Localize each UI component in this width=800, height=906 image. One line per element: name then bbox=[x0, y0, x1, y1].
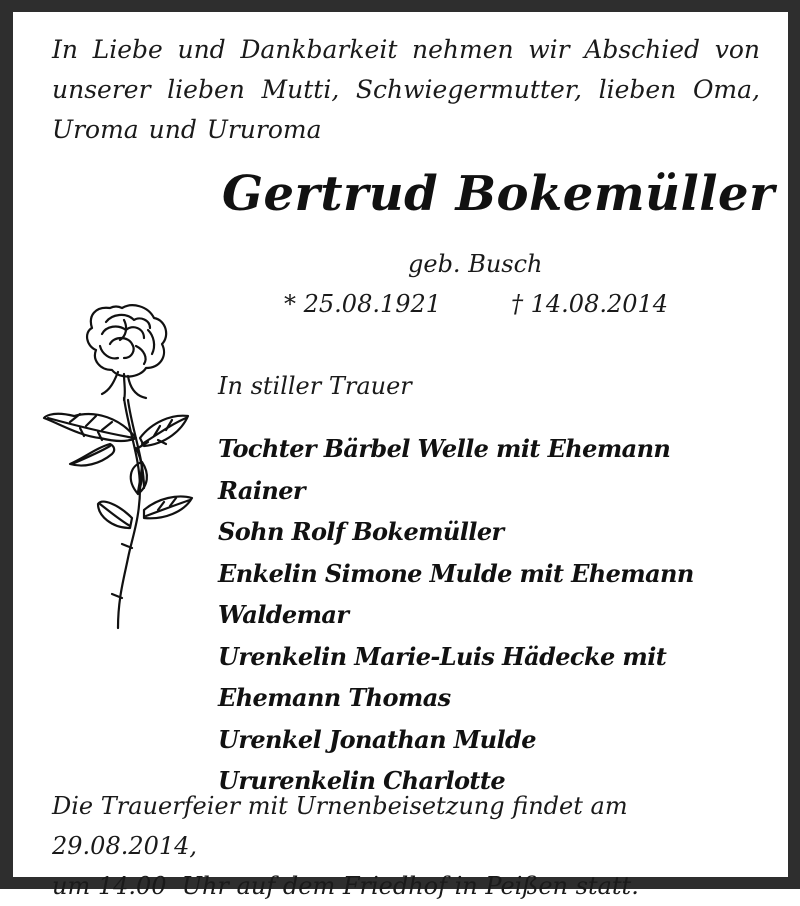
death-date: † 14.08.2014 bbox=[511, 290, 669, 318]
mourners-list bbox=[218, 428, 758, 802]
mourner-line: Ehemann Thomas bbox=[218, 683, 451, 712]
birth-date: * 25.08.1921 bbox=[284, 290, 442, 318]
funeral-info-line: um 14.00 Uhr auf dem Friedhof in Peißen statt. bbox=[52, 872, 639, 900]
rose-icon bbox=[40, 298, 200, 634]
intro-text: In Liebe und Dankbarkeit nehmen wir Abschied von unserer lieben Mutti, Schwiegermutter, lieben Oma, Uroma und Ururoma bbox=[52, 35, 760, 144]
mourner-line: Urenkelin Marie-Luis Hädecke mit bbox=[218, 641, 667, 671]
mourner-line: Sohn Rolf Bokemüller bbox=[218, 517, 504, 546]
mourner-line: Ururenkelin Charlotte bbox=[218, 766, 506, 795]
deceased-name: Gertrud Bokemüller bbox=[222, 166, 775, 222]
funeral-info bbox=[52, 786, 760, 906]
mourner-line: Waldemar bbox=[218, 600, 349, 629]
mourner-line: Urenkel Jonathan Mulde bbox=[218, 724, 536, 754]
maiden-name: geb. Busch bbox=[408, 250, 543, 278]
mourner-line: Enkelin Simone Mulde mit Ehemann bbox=[218, 558, 694, 588]
mourner-line: Tochter Bärbel Welle mit Ehemann Rainer bbox=[218, 434, 671, 505]
mourning-intro: In stiller Trauer bbox=[218, 372, 412, 400]
funeral-info-line: Die Trauerfeier mit Urnenbeisetzung findet am 29.08.2014, bbox=[52, 792, 628, 860]
